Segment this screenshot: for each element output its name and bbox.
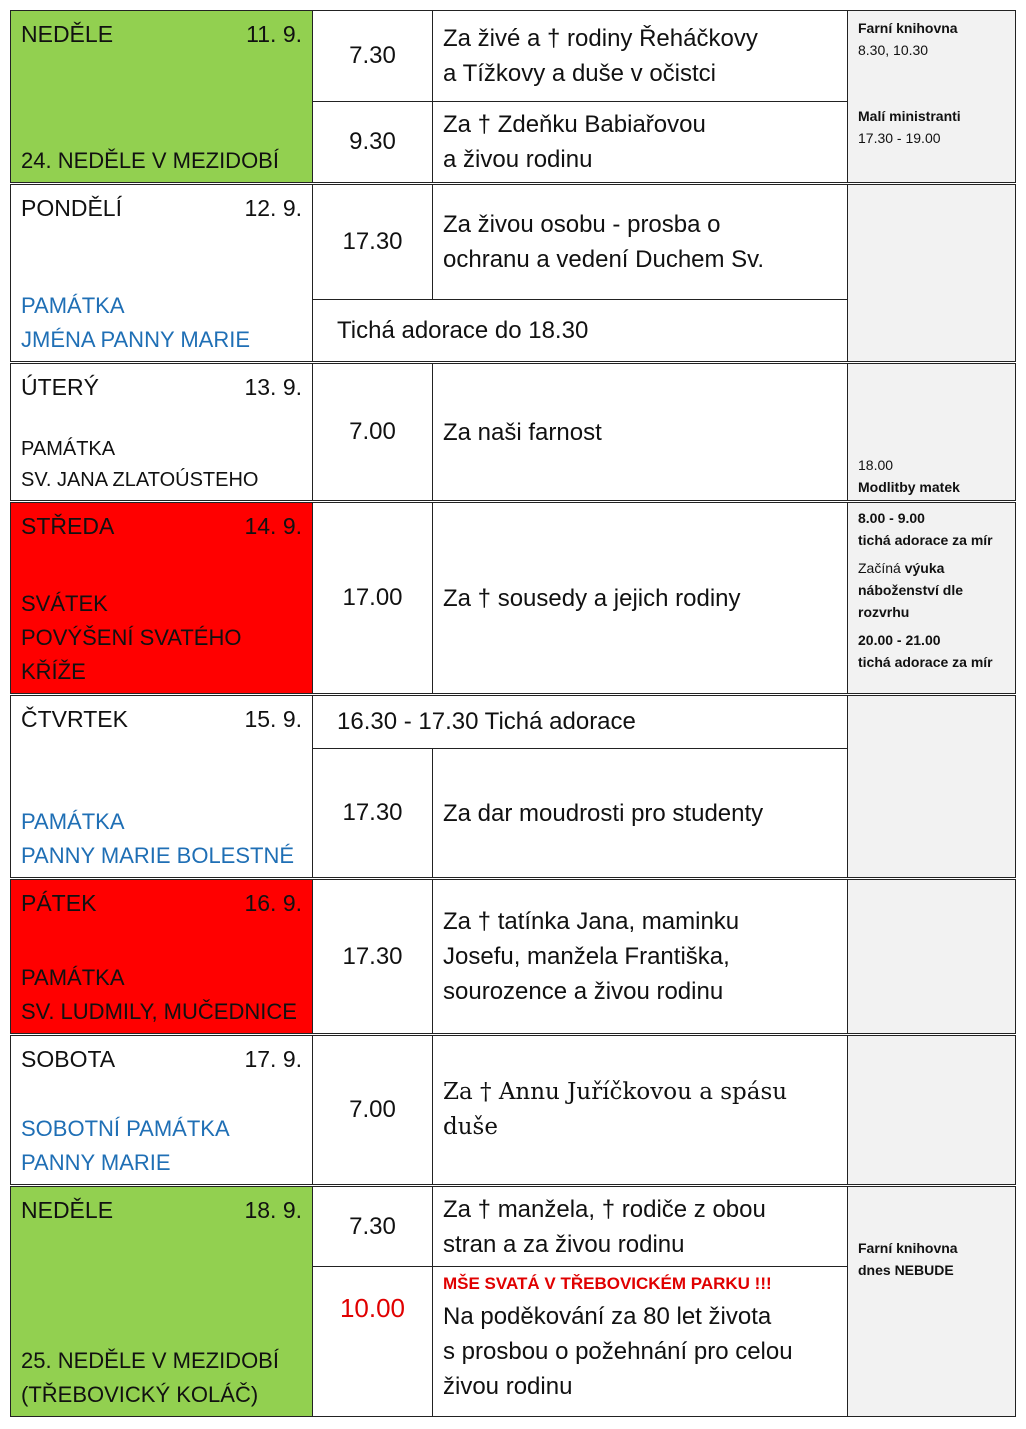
day-cell-thursday — [10, 695, 313, 878]
intention-line: Za naši farnost — [443, 418, 602, 446]
note-text: 17.30 - 19.00 — [858, 130, 941, 146]
note-text: 8.00 - 9.00 — [858, 510, 925, 526]
mass-intention — [432, 1266, 848, 1417]
note-text: Začíná — [858, 560, 905, 576]
note-cell-tuesday — [847, 363, 1016, 501]
day-cell-tuesday — [10, 363, 313, 501]
note-text: Farní knihovna — [858, 1240, 958, 1256]
note-text: výuka — [904, 560, 945, 576]
day-cell-monday — [10, 184, 313, 362]
feast-line: 24. NEDĚLE V MEZIDOBÍ — [21, 148, 279, 173]
note-text: dnes NEBUDE — [858, 1262, 954, 1278]
note-text: 20.00 - 21.00 — [858, 632, 941, 648]
note-text: Malí ministranti — [858, 108, 961, 124]
mass-intention — [432, 363, 848, 501]
day-date: 17. 9. — [244, 1046, 302, 1072]
feast-line: (TŘEBOVICKÝ KOLÁČ) — [21, 1382, 259, 1407]
mass-time-highlight: 10.00 — [312, 1266, 433, 1417]
intention-line: sourozence a živou rodinu — [443, 978, 724, 1005]
day-name: ÚTERÝ — [21, 374, 99, 400]
mass-schedule-table — [10, 10, 1016, 1417]
day-date: 13. 9. — [244, 374, 302, 400]
note-text: Farní knihovna — [858, 20, 958, 36]
note-cell-thursday — [847, 695, 1016, 878]
day-date: 16. 9. — [244, 890, 302, 916]
day-cell-friday — [10, 879, 313, 1034]
day-cell-wednesday — [10, 502, 313, 694]
feast-line: SV. LUDMILY, MUČEDNICE — [21, 999, 297, 1024]
note-cell-monday — [847, 184, 1016, 362]
feast-line: PANNY MARIE — [21, 1150, 171, 1175]
note-text: náboženství dle — [858, 582, 964, 598]
feast-line: PAMÁTKA — [21, 809, 125, 834]
note-text: rozvrhu — [858, 604, 910, 620]
day-name: PONDĚLÍ — [21, 195, 122, 221]
intention-line: s prosbou o požehnání pro celou — [443, 1338, 793, 1365]
note-text: 8.30, 10.30 — [858, 42, 929, 58]
note-text: 18.00 — [858, 457, 894, 473]
day-cell-sunday-2 — [10, 1186, 313, 1417]
feast-line: PAMÁTKA — [21, 293, 125, 318]
mass-intention — [432, 10, 848, 102]
park-mass-heading: MŠE SVATÁ V TŘEBOVICKÉM PARKU !!! — [443, 1274, 772, 1293]
intention-line: Za † Annu Juříčkovou a spásu duše — [443, 1079, 788, 1140]
mass-intention — [432, 879, 848, 1034]
intention-line: Za † manžela, † rodiče z obou — [443, 1195, 766, 1223]
mass-intention — [432, 502, 848, 694]
mass-intention — [432, 748, 848, 878]
intention-line: ochranu a vedení Duchem Sv. — [443, 246, 765, 273]
intention-line: Za živou osobu - prosba o — [443, 211, 721, 238]
intention-line: Za † sousedy a jejich rodiny — [443, 584, 741, 612]
note-cell-sunday-2 — [847, 1186, 1016, 1417]
mass-intention — [432, 1186, 848, 1267]
note-cell-sunday-1 — [847, 10, 1016, 183]
note-text: Modlitby matek — [858, 479, 960, 495]
note-text: tichá adorace za mír — [858, 532, 993, 548]
day-date: 18. 9. — [244, 1197, 302, 1223]
intention-line: živou rodinu — [443, 1373, 573, 1400]
feast-line: PANNY MARIE BOLESTNÉ — [21, 843, 295, 868]
mass-intention — [432, 1035, 848, 1185]
note-text: tichá adorace za mír — [858, 654, 993, 670]
mass-time: 7.00 — [312, 1035, 433, 1185]
day-date: 12. 9. — [244, 195, 302, 221]
day-date: 15. 9. — [244, 706, 302, 732]
mass-time: 17.30 — [312, 184, 433, 300]
day-name: SOBOTA — [21, 1046, 116, 1072]
day-name: STŘEDA — [21, 513, 115, 539]
mass-intention — [432, 184, 848, 300]
intention-line: Na poděkování za 80 let života — [443, 1303, 772, 1330]
mass-time: 17.00 — [312, 502, 433, 694]
intention-line: Za † Zdeňku Babiařovou — [443, 111, 706, 138]
intention-line: a Tížkovy a duše v očistci — [443, 60, 716, 87]
intention-line: Za dar moudrosti pro studenty — [443, 799, 764, 827]
note-cell-friday — [847, 879, 1016, 1034]
feast-line: 25. NEDĚLE V MEZIDOBÍ — [21, 1348, 279, 1373]
feast-line: SV. JANA ZLATOÚSTEHO — [21, 469, 259, 491]
intention-line: Za živé a † rodiny Řeháčkovy — [443, 25, 758, 52]
feast-line: PAMÁTKA — [21, 965, 125, 990]
day-cell-sunday-1 — [10, 10, 313, 183]
feast-line: JMÉNA PANNY MARIE — [21, 327, 251, 352]
note-cell-saturday — [847, 1035, 1016, 1185]
mass-time: 7.30 — [312, 1186, 433, 1267]
mass-time: 7.30 — [312, 10, 433, 102]
day-name: ČTVRTEK — [21, 706, 128, 732]
mass-time: 7.00 — [312, 363, 433, 501]
feast-line: SVÁTEK — [21, 591, 108, 616]
feast-line: POVÝŠENÍ SVATÉHO KŘÍŽE — [21, 625, 242, 684]
intention-line: a živou rodinu — [443, 146, 593, 173]
day-date: 14. 9. — [244, 513, 302, 539]
intention-line: Za † tatínka Jana, maminku — [443, 908, 740, 935]
day-name: NEDĚLE — [21, 21, 114, 47]
mass-time: 17.30 — [312, 748, 433, 878]
day-name: NEDĚLE — [21, 1197, 114, 1223]
mass-intention — [432, 101, 848, 183]
note-cell-wednesday — [847, 502, 1016, 694]
intention-line: stran a za živou rodinu — [443, 1230, 685, 1258]
day-date: 11. 9. — [246, 21, 302, 47]
adoration-monday: Tichá adorace do 18.30 — [312, 299, 848, 362]
feast-line: PAMÁTKA — [21, 438, 116, 460]
day-name: PÁTEK — [21, 890, 97, 916]
feast-line: SOBOTNÍ PAMÁTKA — [21, 1116, 230, 1141]
mass-time: 17.30 — [312, 879, 433, 1034]
intention-line: Josefu, manžela Františka, — [443, 943, 730, 970]
day-cell-saturday — [10, 1035, 313, 1185]
adoration-thursday: 16.30 - 17.30 Tichá adorace — [312, 695, 848, 749]
mass-time: 9.30 — [312, 101, 433, 183]
